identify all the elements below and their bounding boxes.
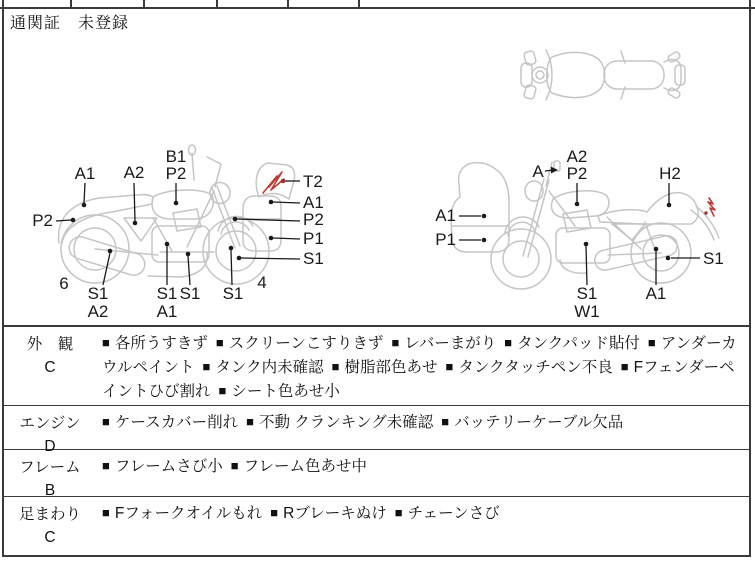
- label-right-cowl-lower: P1: [435, 230, 456, 249]
- section-grade: D: [44, 438, 56, 455]
- customs-label: 通関証: [10, 15, 62, 32]
- bullet-square-icon: ■: [102, 505, 110, 520]
- label-right-tail: H2: [659, 164, 681, 183]
- table-row-frame: [2, 450, 751, 497]
- label-left-muffler-1: S1: [87, 284, 109, 303]
- defect-item: ■ アンダーカウルペイント: [102, 335, 737, 376]
- section-grade: C: [44, 529, 56, 546]
- label-left-tank-top: B1: [165, 147, 187, 166]
- bullet-square-icon: ■: [230, 458, 239, 473]
- label-left-engine-2: A1: [156, 302, 178, 321]
- bullet-square-icon: ■: [504, 335, 513, 350]
- bullet-square-icon: ■: [331, 359, 340, 374]
- label-right-rear-wheel: S1: [703, 249, 724, 268]
- defect-item: ■ バッテリーケーブル欠品: [441, 414, 624, 431]
- defect-item: ■ フレームさび小: [102, 458, 223, 475]
- top-cell-divider: [287, 0, 289, 7]
- label-left-fork: S1: [222, 284, 244, 303]
- label-left-tail: A1: [74, 164, 96, 183]
- defect-item: ■ 各所うすきず: [102, 335, 208, 352]
- defect-item: ■ 樹脂部色あせ: [331, 359, 438, 376]
- bullet-square-icon: ■: [215, 335, 224, 350]
- inspection-table: [2, 325, 751, 559]
- label-left-front-number: 4: [257, 273, 267, 292]
- bullet-square-icon: ■: [102, 458, 110, 473]
- bullet-square-icon: ■: [202, 359, 211, 374]
- defect-item: ■ シート色あせ小: [218, 383, 340, 400]
- label-right-engine-2: W1: [574, 302, 600, 321]
- defect-items: [98, 406, 751, 449]
- defect-items: [98, 497, 751, 559]
- label-left-cowl-lower: P1: [303, 229, 324, 248]
- bullet-square-icon: ■: [102, 335, 110, 350]
- defect-items: [98, 327, 751, 405]
- label-left-rear-fender: P2: [32, 211, 53, 230]
- top-cell-divider: [216, 0, 218, 7]
- table-row-exterior: [2, 327, 751, 406]
- label-left-tank: P2: [165, 164, 187, 183]
- table-row-undercarriage: [2, 497, 751, 559]
- defect-item: ■ レバーまがり: [391, 335, 497, 352]
- customs-value: 未登録: [78, 15, 130, 32]
- section-cell: [2, 406, 98, 455]
- section-cell: [2, 327, 98, 405]
- label-right-muffler: A1: [645, 284, 667, 303]
- top-cell-divider: [143, 0, 145, 7]
- label-left-engine-1: S1: [156, 284, 178, 303]
- label-left-muffler-2: A2: [87, 302, 109, 321]
- section-name: 足まわり: [18, 506, 81, 523]
- section-grade: C: [44, 359, 56, 376]
- label-left-windscreen: T2: [303, 172, 323, 191]
- defect-item: ■ ケースカバー削れ: [102, 414, 239, 431]
- defect-item: ■ Fフェンダーペイントひび割れ: [102, 359, 735, 400]
- defect-item: ■ タンク内未確認: [202, 359, 324, 376]
- section-cell: [2, 450, 98, 499]
- bullet-square-icon: ■: [391, 335, 400, 350]
- bullet-square-icon: ■: [246, 414, 254, 429]
- defect-item: ■ スクリーンこすりきず: [215, 335, 384, 352]
- section-name: 外 観: [26, 336, 74, 353]
- bullet-square-icon: ■: [102, 414, 110, 429]
- defect-item: ■ チェーンさび: [394, 505, 500, 522]
- top-cell-divider: [358, 0, 360, 7]
- label-right-tank: P2: [566, 164, 588, 183]
- section-cell: [2, 497, 98, 559]
- defect-item: ■ Fフォークオイルもれ: [102, 505, 263, 522]
- defect-item: ■ 不動 クランキング未確認: [246, 414, 434, 431]
- label-left-front-fender: P2: [303, 210, 324, 229]
- label-left-side-cover: A2: [123, 163, 145, 182]
- label-right-mirror: A: [532, 162, 544, 181]
- customs-row: [10, 10, 129, 33]
- defect-item: ■ フレーム色あせ中: [230, 458, 367, 475]
- bullet-square-icon: ■: [394, 505, 403, 520]
- section-name: エンジン: [19, 415, 81, 432]
- bullet-square-icon: ■: [218, 383, 227, 398]
- label-left-cowl-upper: A1: [303, 193, 324, 212]
- table-row-engine: [2, 406, 751, 455]
- bullet-square-icon: ■: [441, 414, 450, 429]
- defect-item: ■ タンクタッチペン不良: [445, 359, 613, 376]
- top-rule: [0, 7, 755, 9]
- defect-item: ■ Rブレーキぬけ: [270, 505, 387, 522]
- bullet-square-icon: ■: [445, 359, 454, 374]
- label-right-cowl-upper: A1: [435, 206, 456, 225]
- label-right-engine-1: S1: [576, 284, 598, 303]
- label-left-front-wheel: S1: [303, 249, 324, 268]
- label-right-tank-top: A2: [566, 147, 588, 166]
- defect-items: [98, 450, 751, 496]
- section-grade: B: [44, 482, 56, 499]
- top-cell-divider: [70, 0, 72, 7]
- section-name: フレーム: [19, 459, 81, 476]
- label-left-frame: S1: [179, 284, 201, 303]
- bullet-square-icon: ■: [270, 505, 279, 520]
- bullet-square-icon: ■: [620, 359, 629, 374]
- label-left-rear-number: 6: [59, 274, 69, 293]
- bullet-square-icon: ■: [647, 335, 656, 350]
- defect-item: ■ タンクパッド貼付: [504, 335, 640, 352]
